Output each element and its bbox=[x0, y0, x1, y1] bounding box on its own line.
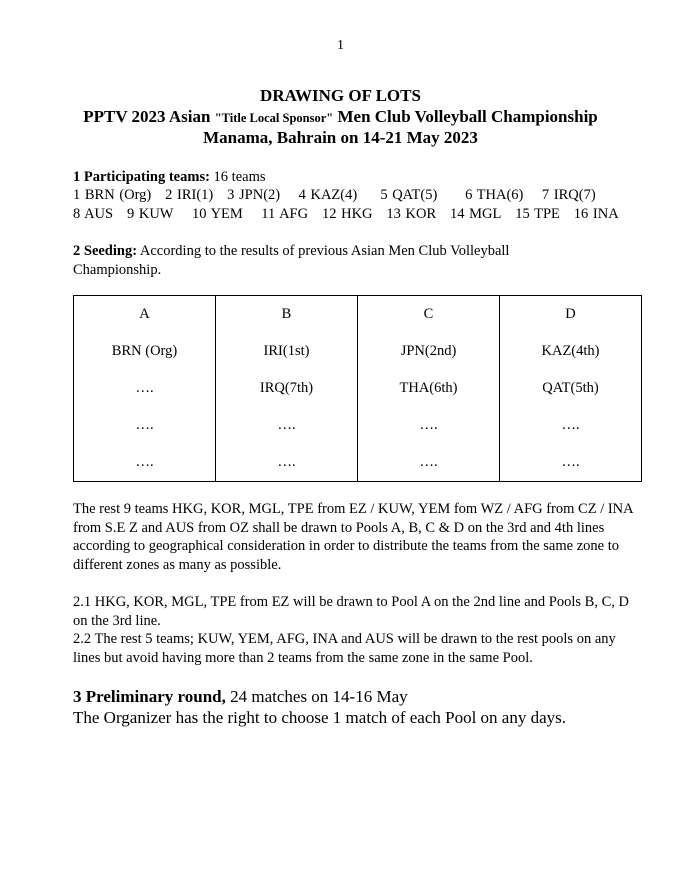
pool-cell: …. bbox=[74, 407, 216, 444]
championship-title bbox=[0, 106, 681, 129]
teams-line-2 bbox=[73, 205, 619, 224]
team-entry: 16 INA bbox=[573, 206, 619, 222]
pool-cell: BRN (Org) bbox=[74, 333, 216, 370]
team-entry: 10 YEM bbox=[191, 206, 243, 222]
pool-table bbox=[73, 295, 642, 482]
pool-cell: …. bbox=[74, 370, 216, 407]
pool-cell: …. bbox=[216, 444, 358, 481]
team-entry: 4 KAZ(4) bbox=[298, 187, 358, 203]
pool-cell: IRQ(7th) bbox=[216, 370, 358, 407]
draw-rules-paragraph: The rest 9 teams HKG, KOR, MGL, TPE from EZ / KUW, YEM fom WZ / AFG from CZ / INA from S.E Z and AUS from OZ shall be drawn to Pools A, B, C & D on the 3rd and 4th lines according to geographical consideration in order to distribute the teams from the same zone to different zones as many as possible. bbox=[73, 501, 633, 573]
team-entry: 6 THA(6) bbox=[465, 187, 524, 203]
team-entry: 8 AUS bbox=[73, 206, 114, 222]
team-entry: 1 BRN (Org) bbox=[73, 187, 152, 203]
participating-teams-heading bbox=[73, 168, 648, 187]
championship-title-prefix: PPTV 2023 Asian bbox=[83, 107, 215, 126]
team-entry: 5 QAT(5) bbox=[380, 187, 438, 203]
preliminary-round-heading bbox=[73, 686, 653, 707]
rule-2-2: 2.2 The rest 5 teams; KUW, YEM, AFG, INA and AUS will be drawn to the rest pools on any lines but avoid having more than 2 teams from the same zone in the same Pool. bbox=[73, 631, 616, 666]
table-row bbox=[74, 407, 642, 444]
pool-cell: KAZ(4th) bbox=[500, 333, 642, 370]
pool-cell: …. bbox=[358, 407, 500, 444]
team-entry: 3 JPN(2) bbox=[227, 187, 281, 203]
venue-date-title: Manama, Bahrain on 14-21 May 2023 bbox=[203, 128, 478, 147]
team-entry: 14 MGL bbox=[450, 206, 502, 222]
pool-header-a: A bbox=[74, 296, 216, 333]
pool-cell: …. bbox=[500, 444, 642, 481]
team-entry: 2 IRI(1) bbox=[165, 187, 214, 203]
team-count: 16 teams bbox=[209, 169, 266, 185]
section3-heading: 3 Preliminary round, bbox=[73, 687, 226, 706]
rule-2-1: 2.1 HKG, KOR, MGL, TPE from EZ will be drawn to Pool A on the 2nd line and Pools B, C, D on the 3rd line. bbox=[73, 594, 629, 629]
pool-cell: THA(6th) bbox=[358, 370, 500, 407]
document-title: DRAWING OF LOTS bbox=[260, 86, 421, 105]
pool-cell: …. bbox=[500, 407, 642, 444]
team-entry: 9 KUW bbox=[126, 206, 174, 222]
teams-line-1 bbox=[73, 186, 596, 205]
table-row bbox=[74, 333, 642, 370]
pool-cell: IRI(1st) bbox=[216, 333, 358, 370]
pool-header-row bbox=[74, 296, 642, 333]
pool-cell: …. bbox=[358, 444, 500, 481]
preliminary-round-detail: 24 matches on 14-16 May bbox=[225, 687, 408, 706]
team-entry: 11 AFG bbox=[261, 206, 309, 222]
section2-heading: 2 Seeding: bbox=[73, 243, 138, 259]
pool-header-d: D bbox=[500, 296, 642, 333]
table-row bbox=[74, 444, 642, 481]
championship-title-suffix: Men Club Volleyball Championship bbox=[333, 107, 598, 126]
pool-cell: QAT(5th) bbox=[500, 370, 642, 407]
pool-cell: …. bbox=[216, 407, 358, 444]
team-entry: 13 KOR bbox=[386, 206, 437, 222]
table-row bbox=[74, 370, 642, 407]
organizer-note: The Organizer has the right to choose 1 match of each Pool on any days. bbox=[73, 708, 567, 727]
seeding-paragraph bbox=[73, 242, 573, 279]
sponsor-placeholder: "Title Local Sponsor" bbox=[214, 111, 334, 125]
team-entry: 15 TPE bbox=[515, 206, 560, 222]
pool-header-c: C bbox=[358, 296, 500, 333]
team-entry: 12 HKG bbox=[321, 206, 373, 222]
seeding-text: According to the results of previous Asian Men Club Volleyball Championship. bbox=[73, 243, 510, 278]
pool-cell: …. bbox=[74, 444, 216, 481]
section1-heading: 1 Participating teams: bbox=[73, 169, 210, 185]
page-number: 1 bbox=[337, 38, 344, 53]
pool-header-b: B bbox=[216, 296, 358, 333]
team-entry: 7 IRQ(7) bbox=[541, 187, 596, 203]
pool-cell: JPN(2nd) bbox=[358, 333, 500, 370]
